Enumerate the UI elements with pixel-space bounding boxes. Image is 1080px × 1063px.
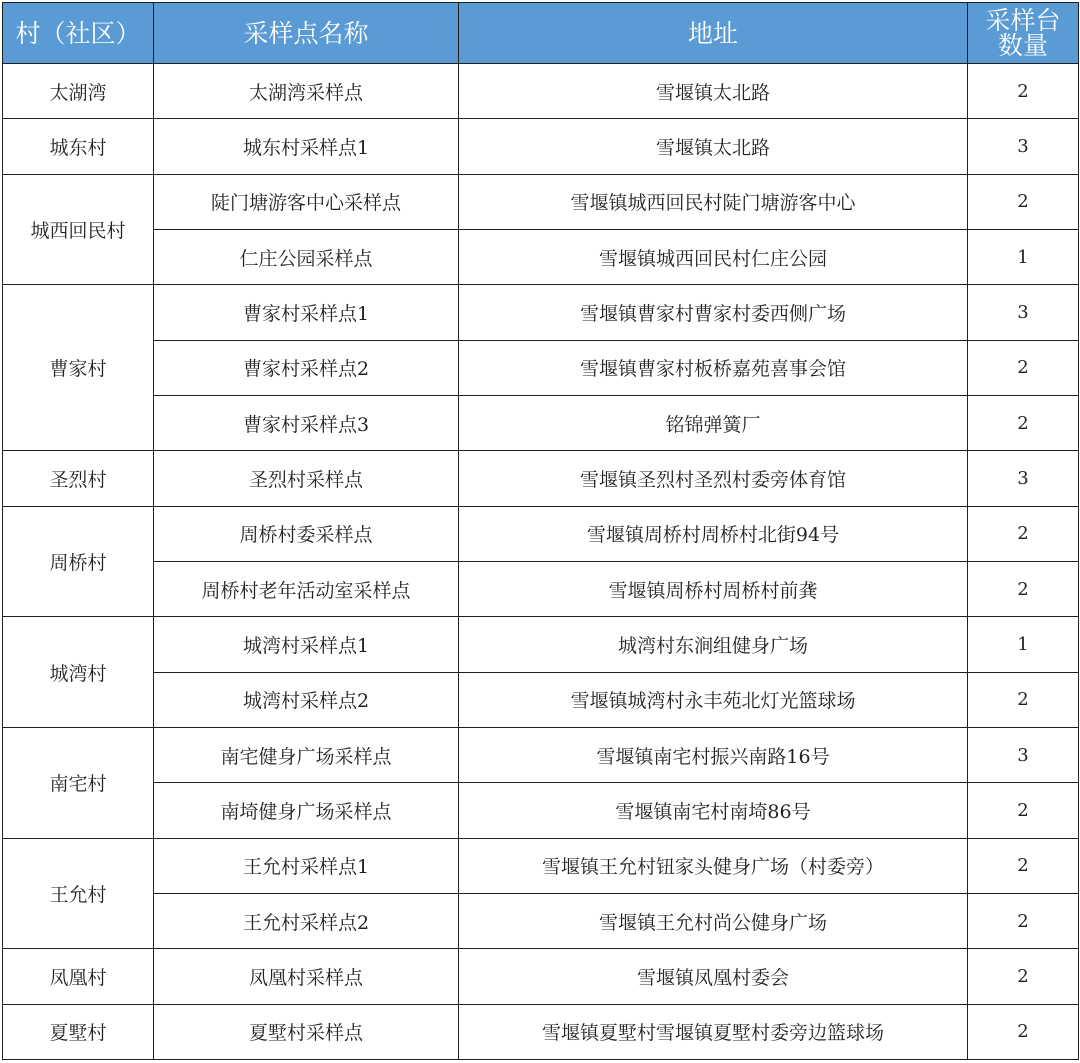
site-name-cell: 王允村采样点2 [154, 893, 459, 948]
village-cell: 曹家村 [3, 285, 154, 451]
station-count-cell: 2 [968, 395, 1079, 450]
table-row [3, 285, 1079, 340]
address-cell: 雪堰镇曹家村板桥嘉苑喜事会馆 [459, 340, 968, 395]
village-cell: 南宅村 [3, 727, 154, 838]
header-count-line2: 数量 [997, 31, 1048, 60]
site-name-cell: 夏墅村采样点 [154, 1004, 459, 1059]
table-row [3, 340, 1079, 395]
table-row [3, 949, 1079, 1004]
site-name-cell: 凤凰村采样点 [154, 949, 459, 1004]
site-name-cell: 仁庄公园采样点 [154, 229, 459, 284]
station-count-cell: 3 [968, 451, 1079, 506]
table-header [3, 3, 1079, 64]
village-cell: 城西回民村 [3, 174, 154, 285]
station-count-cell: 1 [968, 617, 1079, 672]
header-row [3, 3, 1079, 64]
sampling-sites-table [2, 2, 1079, 1060]
table-row [3, 1004, 1079, 1059]
address-cell: 雪堰镇王允村尚公健身广场 [459, 893, 968, 948]
table-row [3, 395, 1079, 450]
site-name-cell: 曹家村采样点3 [154, 395, 459, 450]
header-count-line1: 采样台 [985, 6, 1061, 35]
table-row [3, 174, 1079, 229]
header-address: 地址 [459, 3, 968, 64]
station-count-cell: 2 [968, 506, 1079, 561]
address-cell: 雪堰镇南宅村南埼86号 [459, 783, 968, 838]
address-cell: 雪堰镇周桥村周桥村前龚 [459, 561, 968, 616]
address-cell: 雪堰镇夏墅村雪堰镇夏墅村委旁边篮球场 [459, 1004, 968, 1059]
site-name-cell: 王允村采样点1 [154, 838, 459, 893]
address-cell: 雪堰镇周桥村周桥村北街94号 [459, 506, 968, 561]
station-count-cell: 2 [968, 838, 1079, 893]
table-row [3, 451, 1079, 506]
address-cell: 雪堰镇凤凰村委会 [459, 949, 968, 1004]
address-cell: 雪堰镇城西回民村仁庄公园 [459, 229, 968, 284]
station-count-cell: 1 [968, 229, 1079, 284]
station-count-cell: 2 [968, 174, 1079, 229]
address-cell: 雪堰镇太北路 [459, 64, 968, 119]
village-cell: 城湾村 [3, 617, 154, 728]
header-village: 村（社区） [3, 3, 154, 64]
station-count-cell: 2 [968, 340, 1079, 395]
table-row [3, 64, 1079, 119]
site-name-cell: 南埼健身广场采样点 [154, 783, 459, 838]
station-count-cell: 2 [968, 783, 1079, 838]
address-cell: 雪堰镇城湾村永丰苑北灯光篮球场 [459, 672, 968, 727]
table-row [3, 672, 1079, 727]
table-row [3, 617, 1079, 672]
station-count-cell: 3 [968, 119, 1079, 174]
village-cell: 太湖湾 [3, 64, 154, 119]
site-name-cell: 城湾村采样点2 [154, 672, 459, 727]
station-count-cell: 3 [968, 285, 1079, 340]
address-cell: 雪堰镇圣烈村圣烈村委旁体育馆 [459, 451, 968, 506]
village-cell: 圣烈村 [3, 451, 154, 506]
site-name-cell: 城湾村采样点1 [154, 617, 459, 672]
village-cell: 王允村 [3, 838, 154, 949]
site-name-cell: 周桥村委采样点 [154, 506, 459, 561]
table-row [3, 561, 1079, 616]
header-station-count [968, 3, 1079, 64]
station-count-cell: 2 [968, 949, 1079, 1004]
table-row [3, 838, 1079, 893]
site-name-cell: 陡门塘游客中心采样点 [154, 174, 459, 229]
site-name-cell: 曹家村采样点1 [154, 285, 459, 340]
site-name-cell: 城东村采样点1 [154, 119, 459, 174]
table-row [3, 783, 1079, 838]
table-row [3, 727, 1079, 782]
address-cell: 城湾村东涧组健身广场 [459, 617, 968, 672]
table-row [3, 119, 1079, 174]
table-row [3, 229, 1079, 284]
village-cell: 周桥村 [3, 506, 154, 617]
station-count-cell: 2 [968, 561, 1079, 616]
station-count-cell: 2 [968, 64, 1079, 119]
address-cell: 铭锦弹簧厂 [459, 395, 968, 450]
site-name-cell: 曹家村采样点2 [154, 340, 459, 395]
station-count-cell: 2 [968, 672, 1079, 727]
table-row [3, 893, 1079, 948]
address-cell: 雪堰镇南宅村振兴南路16号 [459, 727, 968, 782]
address-cell: 雪堰镇太北路 [459, 119, 968, 174]
address-cell: 雪堰镇王允村钮家头健身广场（村委旁） [459, 838, 968, 893]
station-count-cell: 3 [968, 727, 1079, 782]
station-count-cell: 2 [968, 893, 1079, 948]
site-name-cell: 圣烈村采样点 [154, 451, 459, 506]
address-cell: 雪堰镇曹家村曹家村委西侧广场 [459, 285, 968, 340]
address-cell: 雪堰镇城西回民村陡门塘游客中心 [459, 174, 968, 229]
header-site-name: 采样点名称 [154, 3, 459, 64]
site-name-cell: 南宅健身广场采样点 [154, 727, 459, 782]
table-body [3, 64, 1079, 1060]
village-cell: 城东村 [3, 119, 154, 174]
village-cell: 夏墅村 [3, 1004, 154, 1059]
site-name-cell: 太湖湾采样点 [154, 64, 459, 119]
station-count-cell: 2 [968, 1004, 1079, 1059]
table-row [3, 506, 1079, 561]
village-cell: 凤凰村 [3, 949, 154, 1004]
site-name-cell: 周桥村老年活动室采样点 [154, 561, 459, 616]
